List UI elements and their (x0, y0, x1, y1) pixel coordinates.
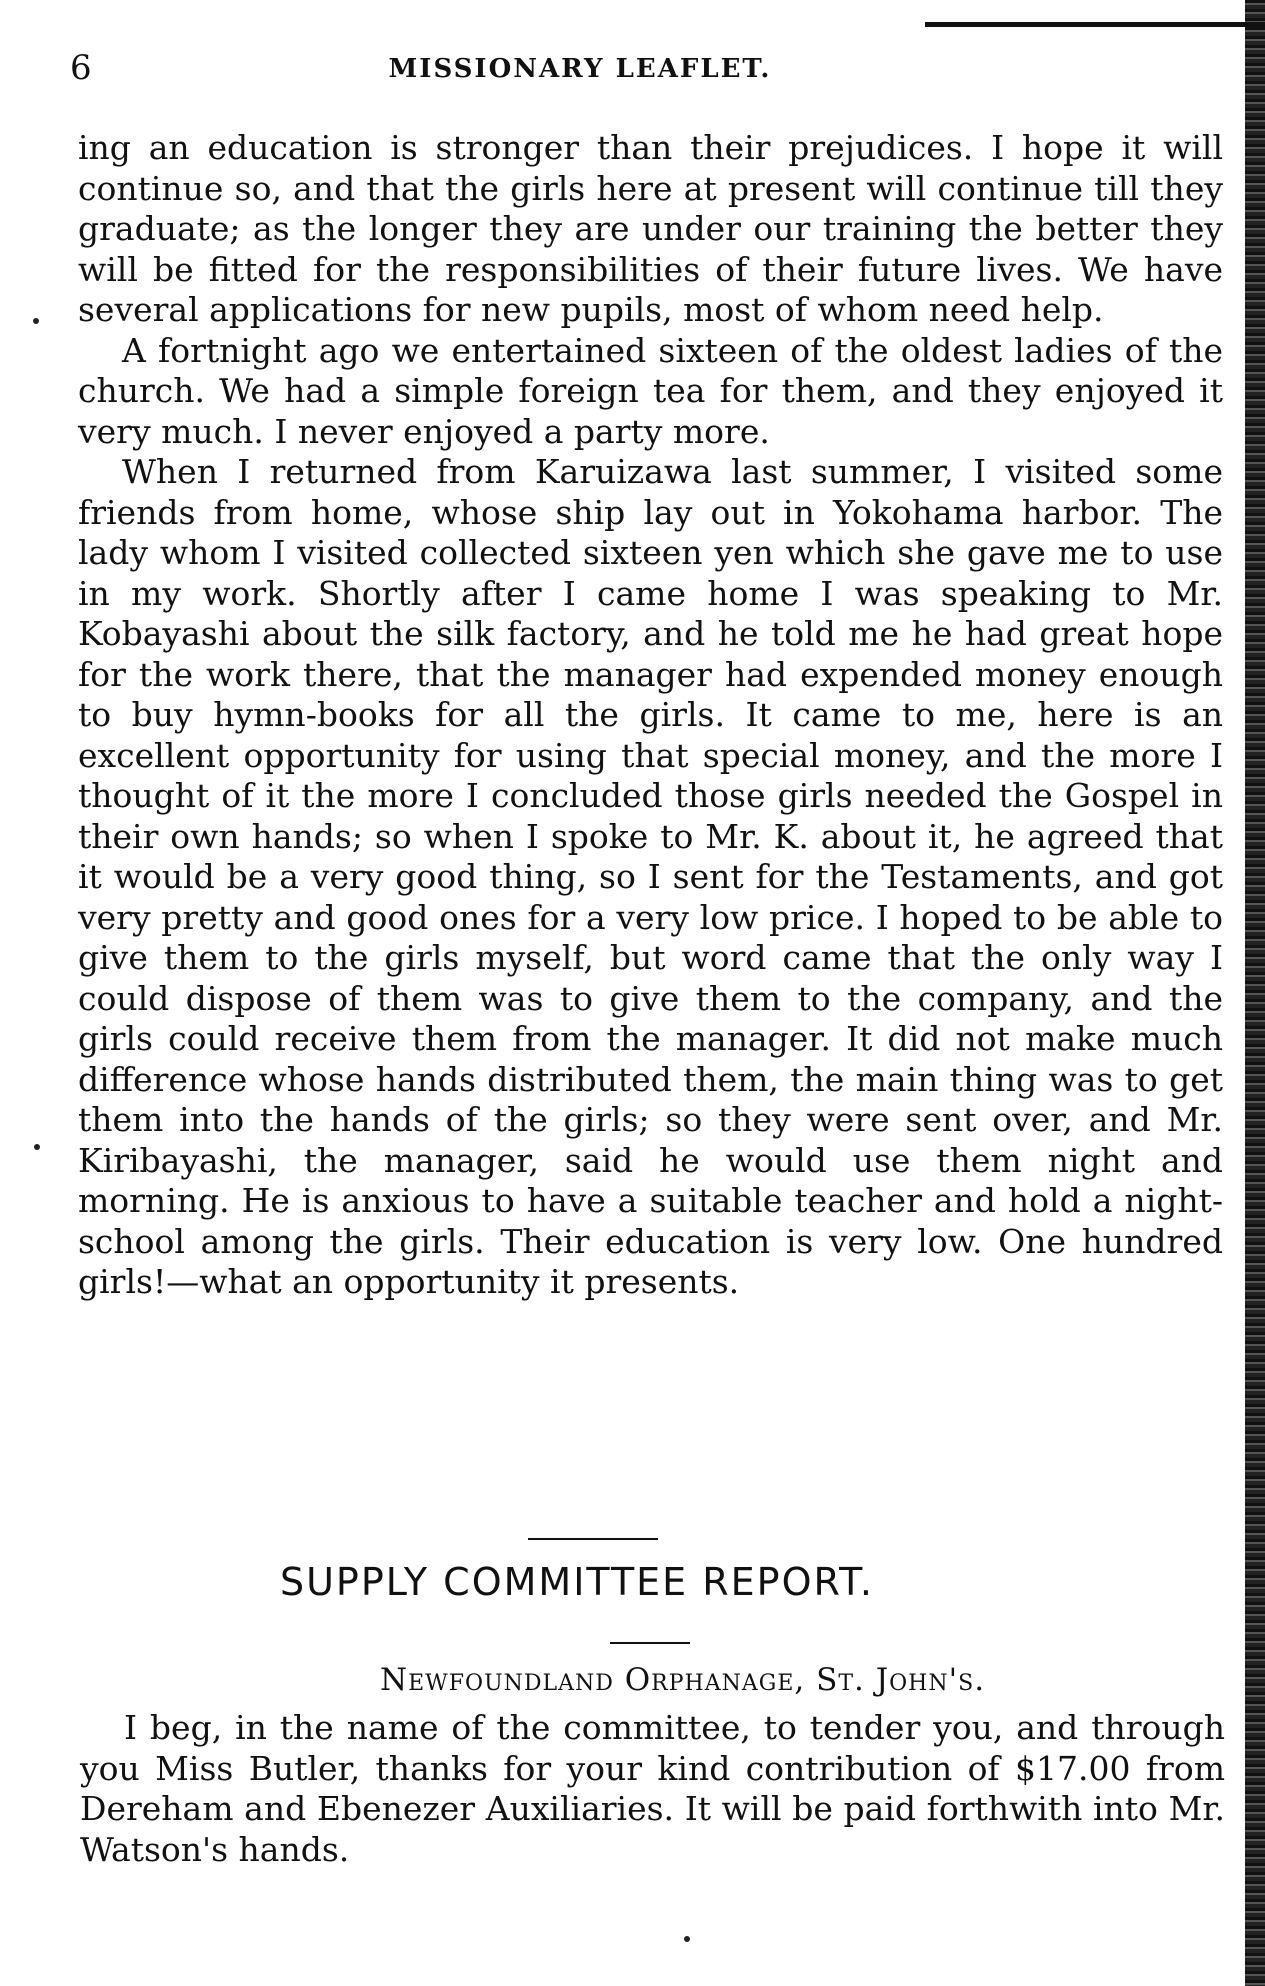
top-rule (925, 22, 1265, 27)
paragraph-3: When I returned from Karuizawa last summer, I visited some friends from home, whose ship lay out in Yokohama harbor. The lady whom I visited collected sixteen yen which she gave me to use in my work. Shortly after I came home I was speaking to Mr. Kobayashi about the silk factory, and he told me he had great hope for the work there, that the manager had expended money enough to buy hymn-books for all the girls. It came to me, here is an excellent opportunity for using that special money, and the more I thought of it the more I concluded those girls needed the Gospel in their own hands; so when I spoke to Mr. K. about it, he agreed that it would be a very good thing, so I sent for the Testaments, and got very pretty and good ones for a very low price. I hoped to be able to give them to the girls myself, but word came that the only way I could dispose of them was to give them to the company, and the girls could receive them from the manager. It did not make much difference whose hands distributed them, the main thing was to get them into the hands of the girls; so they were sent over, and Mr. Kiribayashi, the manager, said he would use them night and morning. He is anxious to have a suitable teacher and hold a night-school among the girls. Their education is very low. One hundred girls!—what an opportunity it presents. (78, 452, 1223, 1301)
running-head: MISSIONARY LEAFLET. (388, 54, 772, 84)
page-binding-edge (1245, 0, 1265, 1986)
page-number: 6 (70, 48, 92, 88)
section-title: SUPPLY COMMITTEE REPORT. (280, 1560, 874, 1604)
letter-paragraph: I beg, in the name of the committee, to tender you, and through you Miss Butler, thanks for your kind contribution of $17.00 from Dereham and Ebenezer Auxiliaries. It will be paid forthwith into Mr. Watson's hands. (80, 1708, 1225, 1869)
article-body (78, 128, 1223, 1303)
margin-mark (684, 1936, 690, 1942)
paragraph-1: ing an education is stronger than their prejudices. I hope it will continue so, and that the girls here at present will continue till they graduate; as the longer they are under our training the better they will be fitted for the responsibilities of their future lives. We have several applications for new pupils, most of whom need help. (78, 128, 1223, 329)
paragraph-2: A fortnight ago we entertained sixteen of the oldest ladies of the church. We had a simple foreign tea for them, and they enjoyed it very much. I never enjoyed a party more. (78, 330, 1223, 451)
page-header (70, 48, 1220, 98)
section-divider-top (528, 1538, 658, 1540)
section-divider-bottom (610, 1642, 690, 1644)
letter-byline: Newfoundland Orphanage, St. John's. (380, 1662, 986, 1698)
letter-body (80, 1708, 1225, 1870)
margin-mark (34, 1144, 40, 1150)
margin-mark (33, 318, 39, 324)
